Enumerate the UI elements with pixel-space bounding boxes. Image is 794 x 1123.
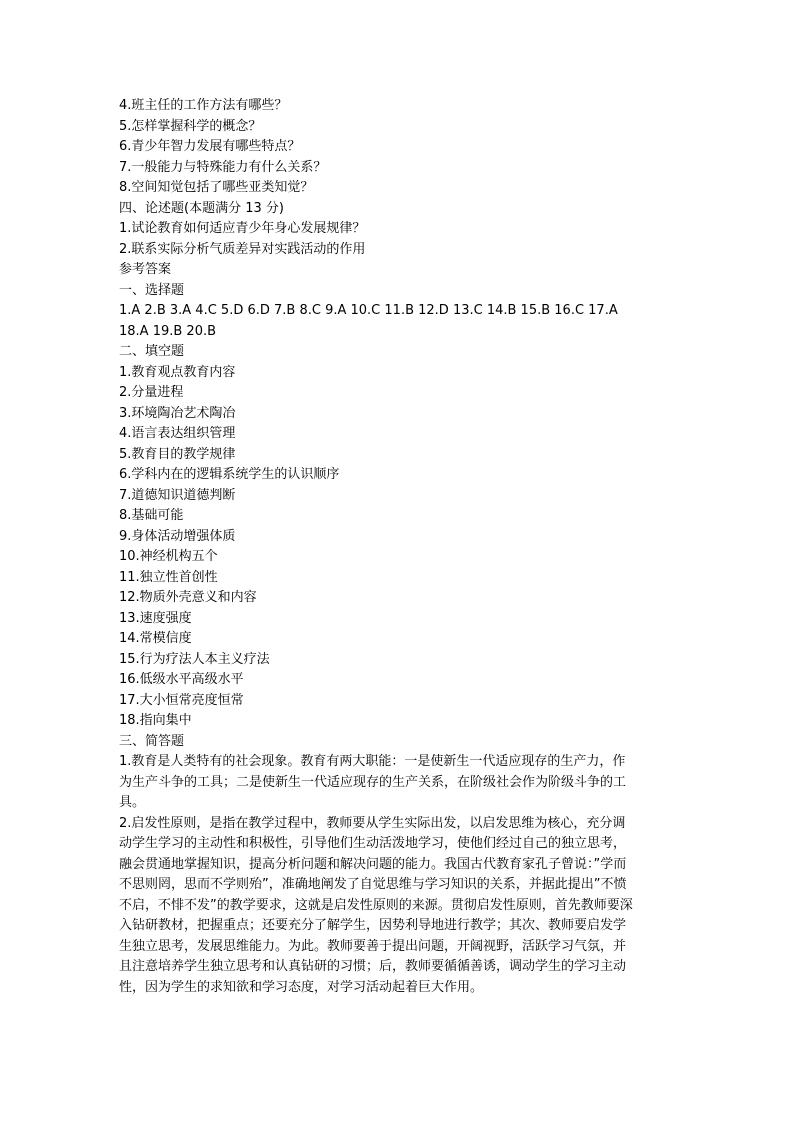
answer-paragraph-line: 生独立思考，发展思维能力。为此。教师要善于提出问题，开阔视野，活跃学习气氛，并 — [119, 938, 627, 954]
question-item: 5.怎样掌握科学的概念？ — [119, 118, 262, 134]
question-item: 1.试论教育如何适应青少年身心发展规律？ — [119, 221, 366, 236]
fill-answer-item: 18.指向集中 — [119, 713, 192, 728]
fill-answer-item: 9.身体活动增强体质 — [119, 528, 236, 544]
choice-answers-line: 1.A 2.B 3.A 4.C 5.D 6.D 7.B 8.C 9.A 10.C 11.B 12.D 13.C 14.B 15.B 16.C 17.A — [119, 303, 618, 318]
answer-paragraph-line: 且注意培养学生独立思考和认真钻研的习惯；后，教师要循循善诱，调动学生的学习主动 — [119, 959, 627, 974]
answer-paragraph-line: 2.启发性原则，是指在教学过程中，教师要从学生实际出发，以启发思维为核心，充分调 — [119, 815, 626, 831]
answer-paragraph-line: 为生产斗争的工具；二是使新生一代适应现存的生产关系，在阶级社会作为阶级斗争的工 — [119, 774, 627, 790]
answer-paragraph-line: 性，因为学生的求知欲和学习态度，对学习活动起着巨大作用。 — [119, 979, 484, 995]
fill-answer-item: 8.基础可能 — [119, 508, 184, 523]
answers-heading: 参考答案 — [119, 262, 172, 277]
question-item: 2.联系实际分析气质差异对实践活动的作用 — [119, 241, 366, 257]
answer-paragraph-line: 具。 — [119, 795, 146, 810]
section-heading: 二、填空题 — [119, 344, 185, 359]
section-heading: 四、论述题(本题满分 13 分) — [119, 200, 284, 216]
document-body — [119, 96, 689, 998]
fill-answer-item: 13.速度强度 — [119, 610, 192, 626]
fill-answer-item: 17.大小恒常亮度恒常 — [119, 692, 244, 708]
fill-answer-item: 4.语言表达组织管理 — [119, 426, 236, 441]
fill-answer-item: 16.低级水平高级水平 — [119, 672, 244, 687]
fill-answer-item: 6.学科内在的逻辑系统学生的认识顺序 — [119, 467, 340, 482]
fill-answer-item: 7.道德知识道德判断 — [119, 487, 236, 503]
fill-answer-item: 14.常模信度 — [119, 631, 192, 646]
answer-paragraph-line: 动学生学习的主动性和积极性，引导他们生动活泼地学习，使他们经过自己的独立思考， — [119, 836, 627, 851]
section-heading: 一、选择题 — [119, 282, 185, 298]
question-item: 8.空间知觉包括了哪些亚类知觉？ — [119, 180, 314, 195]
answer-paragraph-line: 入钻研教材，把握重点；还要充分了解学生，因势利导地进行教学；其次、教师要启发学 — [119, 918, 627, 933]
answer-paragraph-line: 不思则罔，思而不学则殆”，准确地阐发了自觉思维与学习知识的关系，并据此提出”不愤 — [119, 877, 627, 892]
fill-answer-item: 3.环境陶冶艺术陶冶 — [119, 405, 236, 421]
choice-answers-line: 18.A 19.B 20.B — [119, 323, 217, 339]
fill-answer-item: 1.教育观点教育内容 — [119, 364, 236, 380]
answer-paragraph-line: 不启，不悱不发”的教学要求，这就是启发性原则的来源。贯彻启发性原则，首先教师要深 — [119, 897, 633, 913]
fill-answer-item: 2.分量进程 — [119, 385, 184, 400]
fill-answer-item: 5.教育目的教学规律 — [119, 446, 236, 462]
answer-paragraph-line: 1.教育是人类特有的社会现象。教育有两大职能：一是使新生一代适应现存的生产力，作 — [119, 754, 626, 769]
fill-answer-item: 15.行为疗法人本主义疗法 — [119, 651, 270, 667]
question-item: 6.青少年智力发展有哪些特点？ — [119, 139, 301, 154]
question-item: 4.班主任的工作方法有哪些？ — [119, 98, 288, 113]
answer-paragraph-line: 融会贯通地掌握知识，提高分析问题和解决问题的能力。我国古代教育家孔子曾说：”学而 — [119, 856, 627, 872]
fill-answer-item: 12.物质外壳意义和内容 — [119, 590, 257, 605]
fill-answer-item: 10.神经机构五个 — [119, 549, 218, 564]
question-item: 7.一般能力与特殊能力有什么关系？ — [119, 159, 327, 175]
section-heading: 三、简答题 — [119, 733, 185, 749]
fill-answer-item: 11.独立性首创性 — [119, 569, 218, 585]
